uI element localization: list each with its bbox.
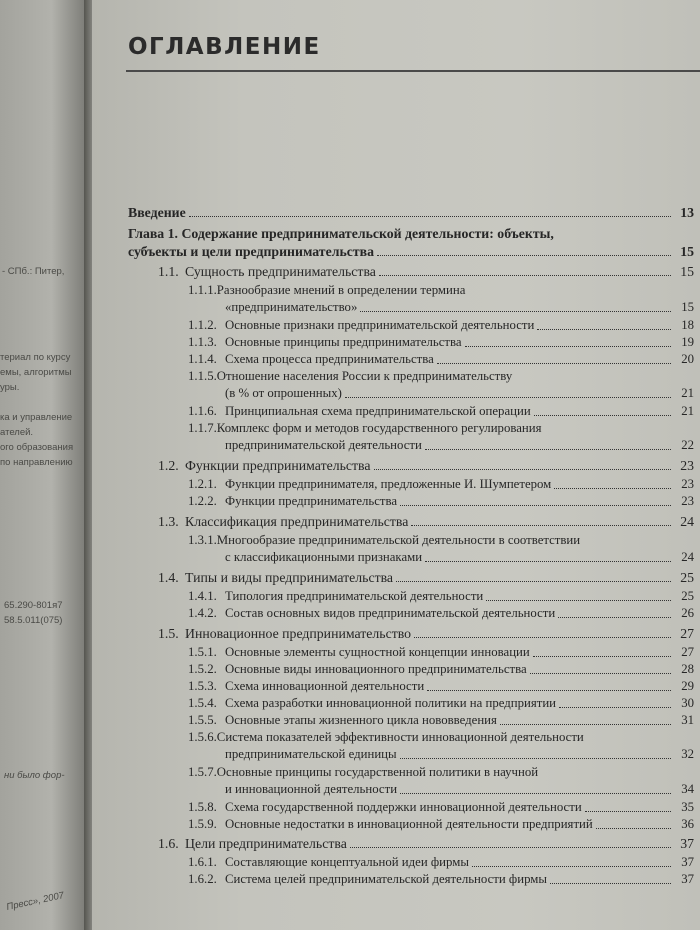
- toc-entry-1-5-2[interactable]: [188, 661, 694, 678]
- toc-number: 1.1.: [158, 264, 179, 279]
- toc-page: 27: [680, 626, 694, 641]
- toc-title: Цели предпринимательства: [185, 836, 347, 851]
- toc-leader: [472, 866, 671, 867]
- toc-entry-1-5-6[interactable]: [225, 746, 694, 763]
- toc-number: 1.1.5.: [188, 369, 217, 383]
- toc-leader: [360, 311, 671, 312]
- toc-entry-1-1-2[interactable]: [188, 317, 694, 334]
- toc-leader: [596, 828, 671, 829]
- toc-entry-1-1-7[interactable]: [225, 437, 694, 454]
- toc-number: 1.1.1.: [188, 283, 217, 297]
- toc-title: Комплекс форм и методов государственного регулирования: [216, 421, 542, 435]
- toc-title: «предпринимательство»: [225, 300, 358, 314]
- toc-page: 15: [680, 264, 694, 279]
- left-page-text: 65.290-801я7: [4, 600, 63, 611]
- left-page-text: - СПб.: Питер,: [2, 266, 65, 277]
- toc-page: 23: [681, 477, 694, 491]
- toc-title: Система целей предпринимательской деятельности фирмы: [225, 872, 547, 886]
- toc-leader: [585, 811, 671, 812]
- toc-number: 1.1.7.: [188, 421, 217, 435]
- toc-page: 18: [681, 318, 694, 332]
- toc-leader: [374, 469, 671, 470]
- toc-leader: [558, 617, 671, 618]
- toc-title: Принципиальная схема предпринимательской операции: [225, 404, 531, 418]
- toc-entry-1-1-7-line1[interactable]: [188, 420, 541, 437]
- toc-page: 34: [681, 782, 694, 796]
- toc-number: 1.1.4.: [188, 352, 217, 366]
- toc-number: 1.6.1.: [188, 855, 217, 869]
- toc-page: 22: [681, 438, 694, 452]
- toc-leader: [559, 707, 671, 708]
- toc-entry-1-1[interactable]: [158, 263, 694, 280]
- toc-entry-1-1-5-line1[interactable]: [188, 368, 512, 385]
- toc-title: Многообразие предпринимательской деятельности в соответствии: [216, 533, 581, 547]
- toc-number: 1.4.1.: [188, 589, 217, 603]
- toc-title: Функции предпринимательства: [225, 494, 398, 508]
- toc-title: Основные недостатки в инновационной деятельности предприятий: [225, 817, 593, 831]
- toc-entry-1-4[interactable]: [158, 569, 694, 586]
- toc-entry-1-1-3[interactable]: [188, 334, 694, 351]
- toc-title: Основные этапы жизненного цикла нововведения: [225, 713, 497, 727]
- toc-number: 1.5.: [158, 626, 179, 641]
- toc-entry-1-6[interactable]: [158, 835, 694, 852]
- toc-entry-1-6-1[interactable]: [188, 854, 694, 871]
- toc-leader: [554, 488, 671, 489]
- left-page-text: ого образования: [0, 442, 74, 453]
- toc-page: 37: [681, 855, 694, 869]
- toc-entry-1-4-2[interactable]: [188, 605, 694, 622]
- toc-page: 23: [680, 458, 694, 473]
- toc-entry-1-3-1-line1[interactable]: [188, 532, 580, 549]
- left-page-text: Пресс», 2007: [5, 890, 66, 913]
- toc-page: 35: [681, 800, 694, 814]
- toc-number: 1.5.5.: [188, 713, 217, 727]
- toc-number: 1.2.1.: [188, 477, 217, 491]
- toc-entry-1-1-5[interactable]: [225, 385, 694, 402]
- toc-title: Типы и виды предпринимательства: [185, 570, 394, 585]
- toc-number: 1.1.6.: [188, 404, 217, 418]
- toc-number: 1.4.2.: [188, 606, 217, 620]
- toc-page: [92, 0, 700, 930]
- toc-entry-1-3[interactable]: [158, 513, 694, 530]
- toc-page: 19: [681, 335, 694, 349]
- toc-page: 20: [681, 352, 694, 366]
- toc-entry-1-6-2[interactable]: [188, 871, 694, 888]
- chapter-title-line1[interactable]: Глава 1. Содержание предпринимательской деятельности: объекты,: [128, 226, 554, 241]
- toc-leader: [345, 397, 671, 398]
- toc-leader: [425, 561, 671, 562]
- toc-title: Основные элементы сущностной концепции инновации: [225, 645, 530, 659]
- toc-title: Основные принципы предпринимательства: [225, 335, 462, 349]
- toc-entry-1-1-1-line1[interactable]: [188, 282, 465, 299]
- left-page-text: уры.: [0, 382, 20, 393]
- toc-page: 24: [680, 514, 694, 529]
- toc-title: Система показателей эффективности инновационной деятельности: [216, 730, 584, 744]
- toc-entry-intro[interactable]: [128, 204, 694, 221]
- toc-entry-1-5-4[interactable]: [188, 695, 694, 712]
- toc-entry-1-5-7-line1[interactable]: [188, 764, 538, 781]
- toc-entry-1-5-7[interactable]: [225, 781, 694, 798]
- toc-number: 1.1.2.: [188, 318, 217, 332]
- toc-number: 1.4.: [158, 570, 179, 585]
- toc-page: 25: [681, 589, 694, 603]
- toc-leader: [396, 581, 671, 582]
- title-rule: [126, 70, 700, 72]
- toc-title: Функции предпринимательства: [185, 458, 371, 473]
- left-page-text: емы, алгоритмы: [0, 367, 72, 378]
- toc-leader: [550, 883, 671, 884]
- toc-leader: [427, 690, 671, 691]
- toc-page: 21: [681, 404, 694, 418]
- toc-title: Разнообразие мнений в определении термина: [216, 283, 466, 297]
- toc-entry-chapter1[interactable]: [128, 243, 694, 260]
- toc-page: 23: [681, 494, 694, 508]
- toc-title: Инновационное предпринимательство: [185, 626, 412, 641]
- toc-leader: [533, 656, 671, 657]
- toc-title: Основные признаки предпринимательской деятельности: [225, 318, 535, 332]
- toc-title: Схема инновационной деятельности: [225, 679, 425, 693]
- toc-number: 1.1.3.: [188, 335, 217, 349]
- toc-title: Основные принципы государственной политики в научной: [216, 765, 539, 779]
- toc-entry-1-3-1[interactable]: [225, 549, 694, 566]
- toc-entry-1-1-4[interactable]: [188, 351, 694, 368]
- toc-title: субъекты и цели предпринимательства: [128, 244, 374, 259]
- left-page-text: териал по курсу: [0, 352, 71, 363]
- left-page-text: 58.5.011(075): [4, 615, 63, 626]
- toc-page: 13: [680, 205, 694, 220]
- toc-title: Отношение населения России к предпринимательству: [216, 369, 513, 383]
- toc-number: 1.5.8.: [188, 800, 217, 814]
- toc-title: Введение: [128, 205, 186, 220]
- toc-leader: [465, 346, 671, 347]
- toc-entry-1-2-1[interactable]: [188, 476, 694, 493]
- page-title: ОГЛАВЛЕНИЕ: [128, 34, 321, 60]
- toc-entry-1-5-9[interactable]: [188, 816, 694, 833]
- toc-number: 1.5.7.: [188, 765, 217, 779]
- left-page-text: по направлению: [0, 457, 73, 468]
- toc-page: 26: [681, 606, 694, 620]
- toc-leader: [537, 329, 671, 330]
- toc-title: Состав основных видов предпринимательской деятельности: [225, 606, 556, 620]
- toc-leader: [425, 449, 671, 450]
- toc-page: 36: [681, 817, 694, 831]
- toc-entry-1-2[interactable]: [158, 457, 694, 474]
- toc-leader: [530, 673, 671, 674]
- toc-entry-1-5-8[interactable]: [188, 799, 694, 816]
- toc-page: 37: [681, 872, 694, 886]
- toc-entry-1-5[interactable]: [158, 625, 694, 642]
- toc-title: Схема государственной поддержки инновационной деятельности: [225, 800, 582, 814]
- toc-leader: [400, 505, 671, 506]
- toc-title: Типология предпринимательской деятельности: [225, 589, 484, 603]
- toc-page: 29: [681, 679, 694, 693]
- toc-title: Основные виды инновационного предпринимательства: [225, 662, 527, 676]
- toc-leader: [379, 275, 671, 276]
- toc-page: 24: [681, 550, 694, 564]
- toc-page: 28: [681, 662, 694, 676]
- toc-leader: [400, 793, 671, 794]
- toc-page: 27: [681, 645, 694, 659]
- toc-entry-1-1-6[interactable]: [188, 403, 694, 420]
- toc-page: 37: [680, 836, 694, 851]
- toc-number: 1.5.4.: [188, 696, 217, 710]
- toc-title: (в % от опрошенных): [225, 386, 342, 400]
- toc-number: 1.3.1.: [188, 533, 217, 547]
- toc-page: 21: [681, 386, 694, 400]
- toc-number: 1.3.: [158, 514, 179, 529]
- toc-leader: [350, 847, 671, 848]
- toc-entry-1-5-3[interactable]: [188, 678, 694, 695]
- toc-leader: [414, 637, 671, 638]
- toc-leader: [486, 600, 671, 601]
- left-page-text: ателей.: [0, 427, 34, 438]
- toc-entry-1-2-2[interactable]: [188, 493, 694, 510]
- toc-number: 1.5.1.: [188, 645, 217, 659]
- toc-leader: [400, 758, 671, 759]
- toc-number: 1.6.: [158, 836, 179, 851]
- toc-number: 1.5.3.: [188, 679, 217, 693]
- toc-entry-1-5-6-line1[interactable]: [188, 729, 584, 746]
- toc-number: 1.5.2.: [188, 662, 217, 676]
- toc-title: Составляющие концептуальной идеи фирмы: [225, 855, 469, 869]
- toc-leader: [377, 255, 671, 256]
- toc-title: Схема процесса предпринимательства: [225, 352, 434, 366]
- toc-page: 32: [681, 747, 694, 761]
- toc-leader: [411, 525, 671, 526]
- toc-entry-1-5-5[interactable]: [188, 712, 694, 729]
- toc-page: 15: [681, 300, 694, 314]
- toc-number: 1.6.2.: [188, 872, 217, 886]
- toc-number: 1.2.2.: [188, 494, 217, 508]
- toc-entry-1-1-1[interactable]: [225, 299, 694, 316]
- toc-page: 25: [680, 570, 694, 585]
- toc-page: 31: [681, 713, 694, 727]
- toc-entry-1-4-1[interactable]: [188, 588, 694, 605]
- toc-title: Функции предпринимателя, предложенные И. Шумпетером: [225, 477, 552, 491]
- left-page-text: ни было фор-: [4, 770, 65, 781]
- toc-number: 1.2.: [158, 458, 179, 473]
- toc-title: предпринимательской единицы: [225, 747, 397, 761]
- toc-entry-1-5-1[interactable]: [188, 644, 694, 661]
- toc-title: Сущность предпринимательства: [185, 264, 376, 279]
- toc-leader: [534, 415, 671, 416]
- left-page-text: ка и управление: [0, 412, 73, 423]
- toc-title: и инновационной деятельности: [225, 782, 398, 796]
- toc-title: с классификационными признаками: [225, 550, 423, 564]
- toc-title: Схема разработки инновационной политики на предприятии: [225, 696, 557, 710]
- toc-page: 30: [681, 696, 694, 710]
- toc-leader: [500, 724, 671, 725]
- left-page-edge: [0, 0, 86, 930]
- toc-leader: [189, 216, 671, 217]
- toc-number: 1.5.6.: [188, 730, 217, 744]
- toc-title: предпринимательской деятельности: [225, 438, 422, 452]
- toc-page: 15: [680, 244, 694, 259]
- toc-title: Классификация предпринимательства: [185, 514, 409, 529]
- toc-leader: [437, 363, 671, 364]
- toc-number: 1.5.9.: [188, 817, 217, 831]
